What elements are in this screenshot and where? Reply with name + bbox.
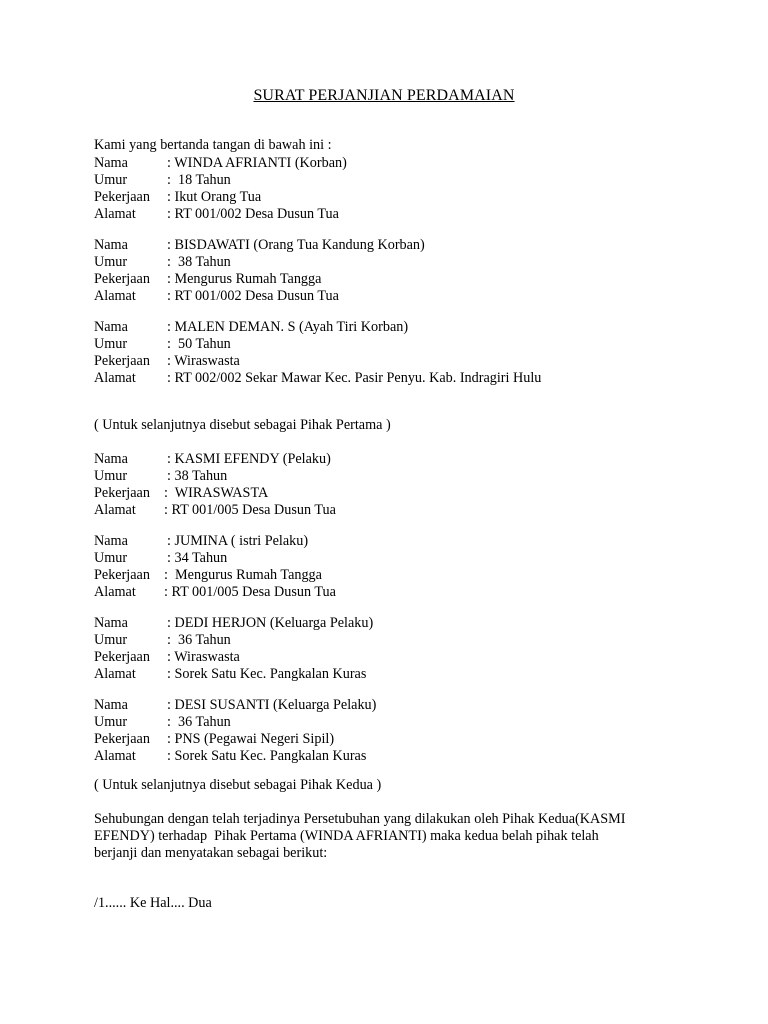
- party-two-note: ( Untuk selanjutnya disebut sebagai Pihak Kedua ): [94, 777, 382, 793]
- umur-value: : 50 Tahun: [167, 336, 231, 352]
- nama-label: Nama: [94, 615, 128, 631]
- alamat-value: : RT 001/002 Desa Dusun Tua: [167, 288, 339, 304]
- umur-value: : 36 Tahun: [167, 632, 231, 648]
- alamat-value: : RT 001/005 Desa Dusun Tua: [164, 502, 336, 518]
- alamat-label: Alamat: [94, 288, 136, 304]
- umur-label: Umur: [94, 550, 128, 566]
- intro-text: Kami yang bertanda tangan di bawah ini :: [94, 137, 332, 153]
- umur-label: Umur: [94, 254, 128, 270]
- umur-value: : 34 Tahun: [167, 550, 228, 566]
- nama-label: Nama: [94, 155, 128, 171]
- alamat-label: Alamat: [94, 748, 136, 764]
- umur-label: Umur: [94, 172, 128, 188]
- nama-value: : KASMI EFENDY (Pelaku): [167, 451, 331, 467]
- nama-value: : BISDAWATI (Orang Tua Kandung Korban): [167, 237, 425, 253]
- alamat-value: : RT 001/002 Desa Dusun Tua: [167, 206, 339, 222]
- umur-value: : 38 Tahun: [167, 468, 228, 484]
- alamat-label: Alamat: [94, 370, 136, 386]
- pekerjaan-label: Pekerjaan: [94, 353, 150, 369]
- document-title: SURAT PERJANJIAN PERDAMAIAN: [253, 87, 515, 104]
- paragraph-line: EFENDY) terhadap Pihak Pertama (WINDA AFRIANTI) maka kedua belah pihak telah: [94, 828, 599, 844]
- nama-label: Nama: [94, 697, 128, 713]
- alamat-label: Alamat: [94, 584, 136, 600]
- alamat-value: : RT 001/005 Desa Dusun Tua: [164, 584, 336, 600]
- nama-label: Nama: [94, 319, 128, 335]
- umur-value: : 38 Tahun: [167, 254, 231, 270]
- paragraph-line: Sehubungan dengan telah terjadinya Persetubuhan yang dilakukan oleh Pihak Kedua(KASMI: [94, 811, 626, 827]
- umur-value: : 18 Tahun: [167, 172, 231, 188]
- pekerjaan-value: : Wiraswasta: [167, 353, 240, 369]
- paragraph-line: berjanji dan menyatakan sebagai berikut:: [94, 845, 328, 861]
- nama-value: : JUMINA ( istri Pelaku): [167, 533, 309, 549]
- nama-label: Nama: [94, 533, 128, 549]
- nama-value: : DESI SUSANTI (Keluarga Pelaku): [167, 697, 377, 713]
- pekerjaan-value: : Mengurus Rumah Tangga: [167, 271, 322, 287]
- alamat-value: : Sorek Satu Kec. Pangkalan Kuras: [167, 666, 367, 682]
- pekerjaan-value: : PNS (Pegawai Negeri Sipil): [167, 731, 335, 747]
- umur-label: Umur: [94, 632, 128, 648]
- pekerjaan-value: : WIRASWASTA: [164, 485, 269, 501]
- alamat-value: : RT 002/002 Sekar Mawar Kec. Pasir Penyu. Kab. Indragiri Hulu: [167, 370, 542, 386]
- nama-label: Nama: [94, 451, 128, 467]
- umur-value: : 36 Tahun: [167, 714, 231, 730]
- nama-label: Nama: [94, 237, 128, 253]
- pekerjaan-label: Pekerjaan: [94, 567, 150, 583]
- umur-label: Umur: [94, 714, 128, 730]
- nama-value: : DEDI HERJON (Keluarga Pelaku): [167, 615, 374, 631]
- nama-value: : MALEN DEMAN. S (Ayah Tiri Korban): [167, 319, 409, 335]
- umur-label: Umur: [94, 468, 128, 484]
- alamat-label: Alamat: [94, 666, 136, 682]
- pekerjaan-label: Pekerjaan: [94, 271, 150, 287]
- pekerjaan-label: Pekerjaan: [94, 485, 150, 501]
- alamat-label: Alamat: [94, 206, 136, 222]
- pekerjaan-value: : Mengurus Rumah Tangga: [164, 567, 322, 583]
- umur-label: Umur: [94, 336, 128, 352]
- pekerjaan-label: Pekerjaan: [94, 731, 150, 747]
- nama-value: : WINDA AFRIANTI (Korban): [167, 155, 347, 171]
- pekerjaan-value: : Ikut Orang Tua: [167, 189, 262, 205]
- alamat-label: Alamat: [94, 502, 136, 518]
- pekerjaan-label: Pekerjaan: [94, 189, 150, 205]
- pekerjaan-label: Pekerjaan: [94, 649, 150, 665]
- party-one-note: ( Untuk selanjutnya disebut sebagai Pihak Pertama ): [94, 417, 391, 433]
- page-continuation-footer: /1...... Ke Hal.... Dua: [94, 895, 212, 911]
- alamat-value: : Sorek Satu Kec. Pangkalan Kuras: [167, 748, 367, 764]
- pekerjaan-value: : Wiraswasta: [167, 649, 240, 665]
